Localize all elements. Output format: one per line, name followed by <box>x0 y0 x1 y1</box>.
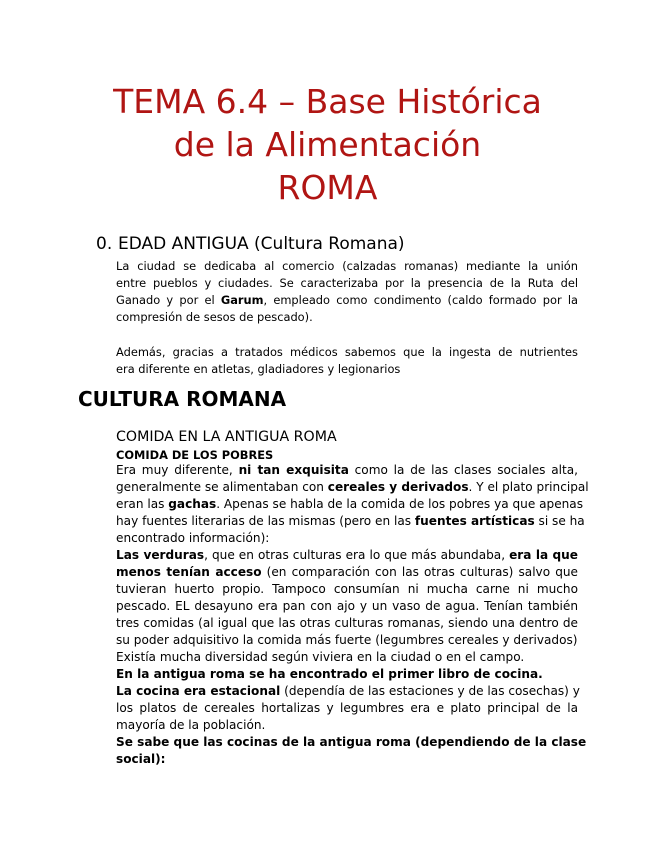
text-line: entre pueblos y ciudades. Se caracterizaba por la presencia de la Ruta del <box>116 276 578 290</box>
section-title: EDAD ANTIGUA (Cultura Romana) <box>118 234 405 254</box>
comida-antigua-roma-heading: COMIDA EN LA ANTIGUA ROMA <box>116 429 337 445</box>
cultura-romana-heading: CULTURA ROMANA <box>78 387 287 411</box>
text-line: hay fuentes literarias de las mismas (pero en las fuentes artísticas si se ha <box>116 514 585 528</box>
section-0-paragraph-2 <box>116 344 578 378</box>
text-line: Se sabe que las cocinas de la antigua roma (dependiendo de la clase <box>116 735 587 749</box>
text-line: generalmente se alimentaban con cereales y derivados. Y el plato principal <box>116 480 589 494</box>
text-line: Existía mucha diversidad según viviera en la ciudad o en el campo. <box>116 650 525 664</box>
title-line-3: ROMA <box>277 168 378 207</box>
document-title <box>0 80 655 209</box>
section-number: 0. <box>96 234 113 254</box>
text-line: mayoría de la población. <box>116 718 266 732</box>
text-line: Las verduras, que en otras culturas era lo que más abundaba, era la que <box>116 548 578 562</box>
title-line-1: TEMA 6.4 – Base Histórica <box>113 82 542 121</box>
section-0-heading <box>96 233 405 255</box>
text-line: los platos de cereales hortalizas y legumbres era e plato principal de la <box>116 701 578 715</box>
text-line: En la antigua roma se ha encontrado el primer libro de cocina. <box>116 667 543 681</box>
text-line: tres comidas (al igual que las otras culturas romanas, siendo una dentro de <box>116 616 578 630</box>
text-line: Era muy diferente, ni tan exquisita como la de las clases sociales alta, <box>116 463 578 477</box>
text-line: tuvieran huerto propio. Tampoco consumían ni mucha carne ni mucho <box>116 582 578 596</box>
text-line: compresión de sesos de pescado). <box>116 310 313 324</box>
text-line: La cocina era estacional (dependía de las estaciones y de las cosechas) y <box>116 684 580 698</box>
comida-pobres-body <box>116 462 589 768</box>
text-line: eran las gachas. Apenas se habla de la comida de los pobres ya que apenas <box>116 497 584 511</box>
text-line: Ganado y por el Garum, empleado como condimento (caldo formado por la <box>116 293 578 307</box>
text-line: social): <box>116 752 166 766</box>
text-line: era diferente en atletas, gladiadores y legionarios <box>116 362 401 376</box>
text-line: pescado. EL desayuno era pan con ajo y un vaso de agua. Tenían también <box>116 599 578 613</box>
text-line: Además, gracias a tratados médicos sabemos que la ingesta de nutrientes <box>116 345 578 359</box>
title-line-2: de la Alimentación <box>173 125 482 164</box>
section-0-paragraph-1 <box>116 258 578 326</box>
text-line: encontrado información): <box>116 531 270 545</box>
garum-term: Garum <box>220 293 264 307</box>
text-line: menos tenían acceso (en comparación con las otras culturas) salvo que <box>116 565 578 579</box>
text-line: La ciudad se dedicaba al comercio (calzadas romanas) mediante la unión <box>116 259 578 273</box>
comida-pobres-heading: COMIDA DE LOS POBRES <box>116 448 274 462</box>
text-line: su poder adquisitivo la comida más fuerte (legumbres cereales y derivados) <box>116 633 578 647</box>
